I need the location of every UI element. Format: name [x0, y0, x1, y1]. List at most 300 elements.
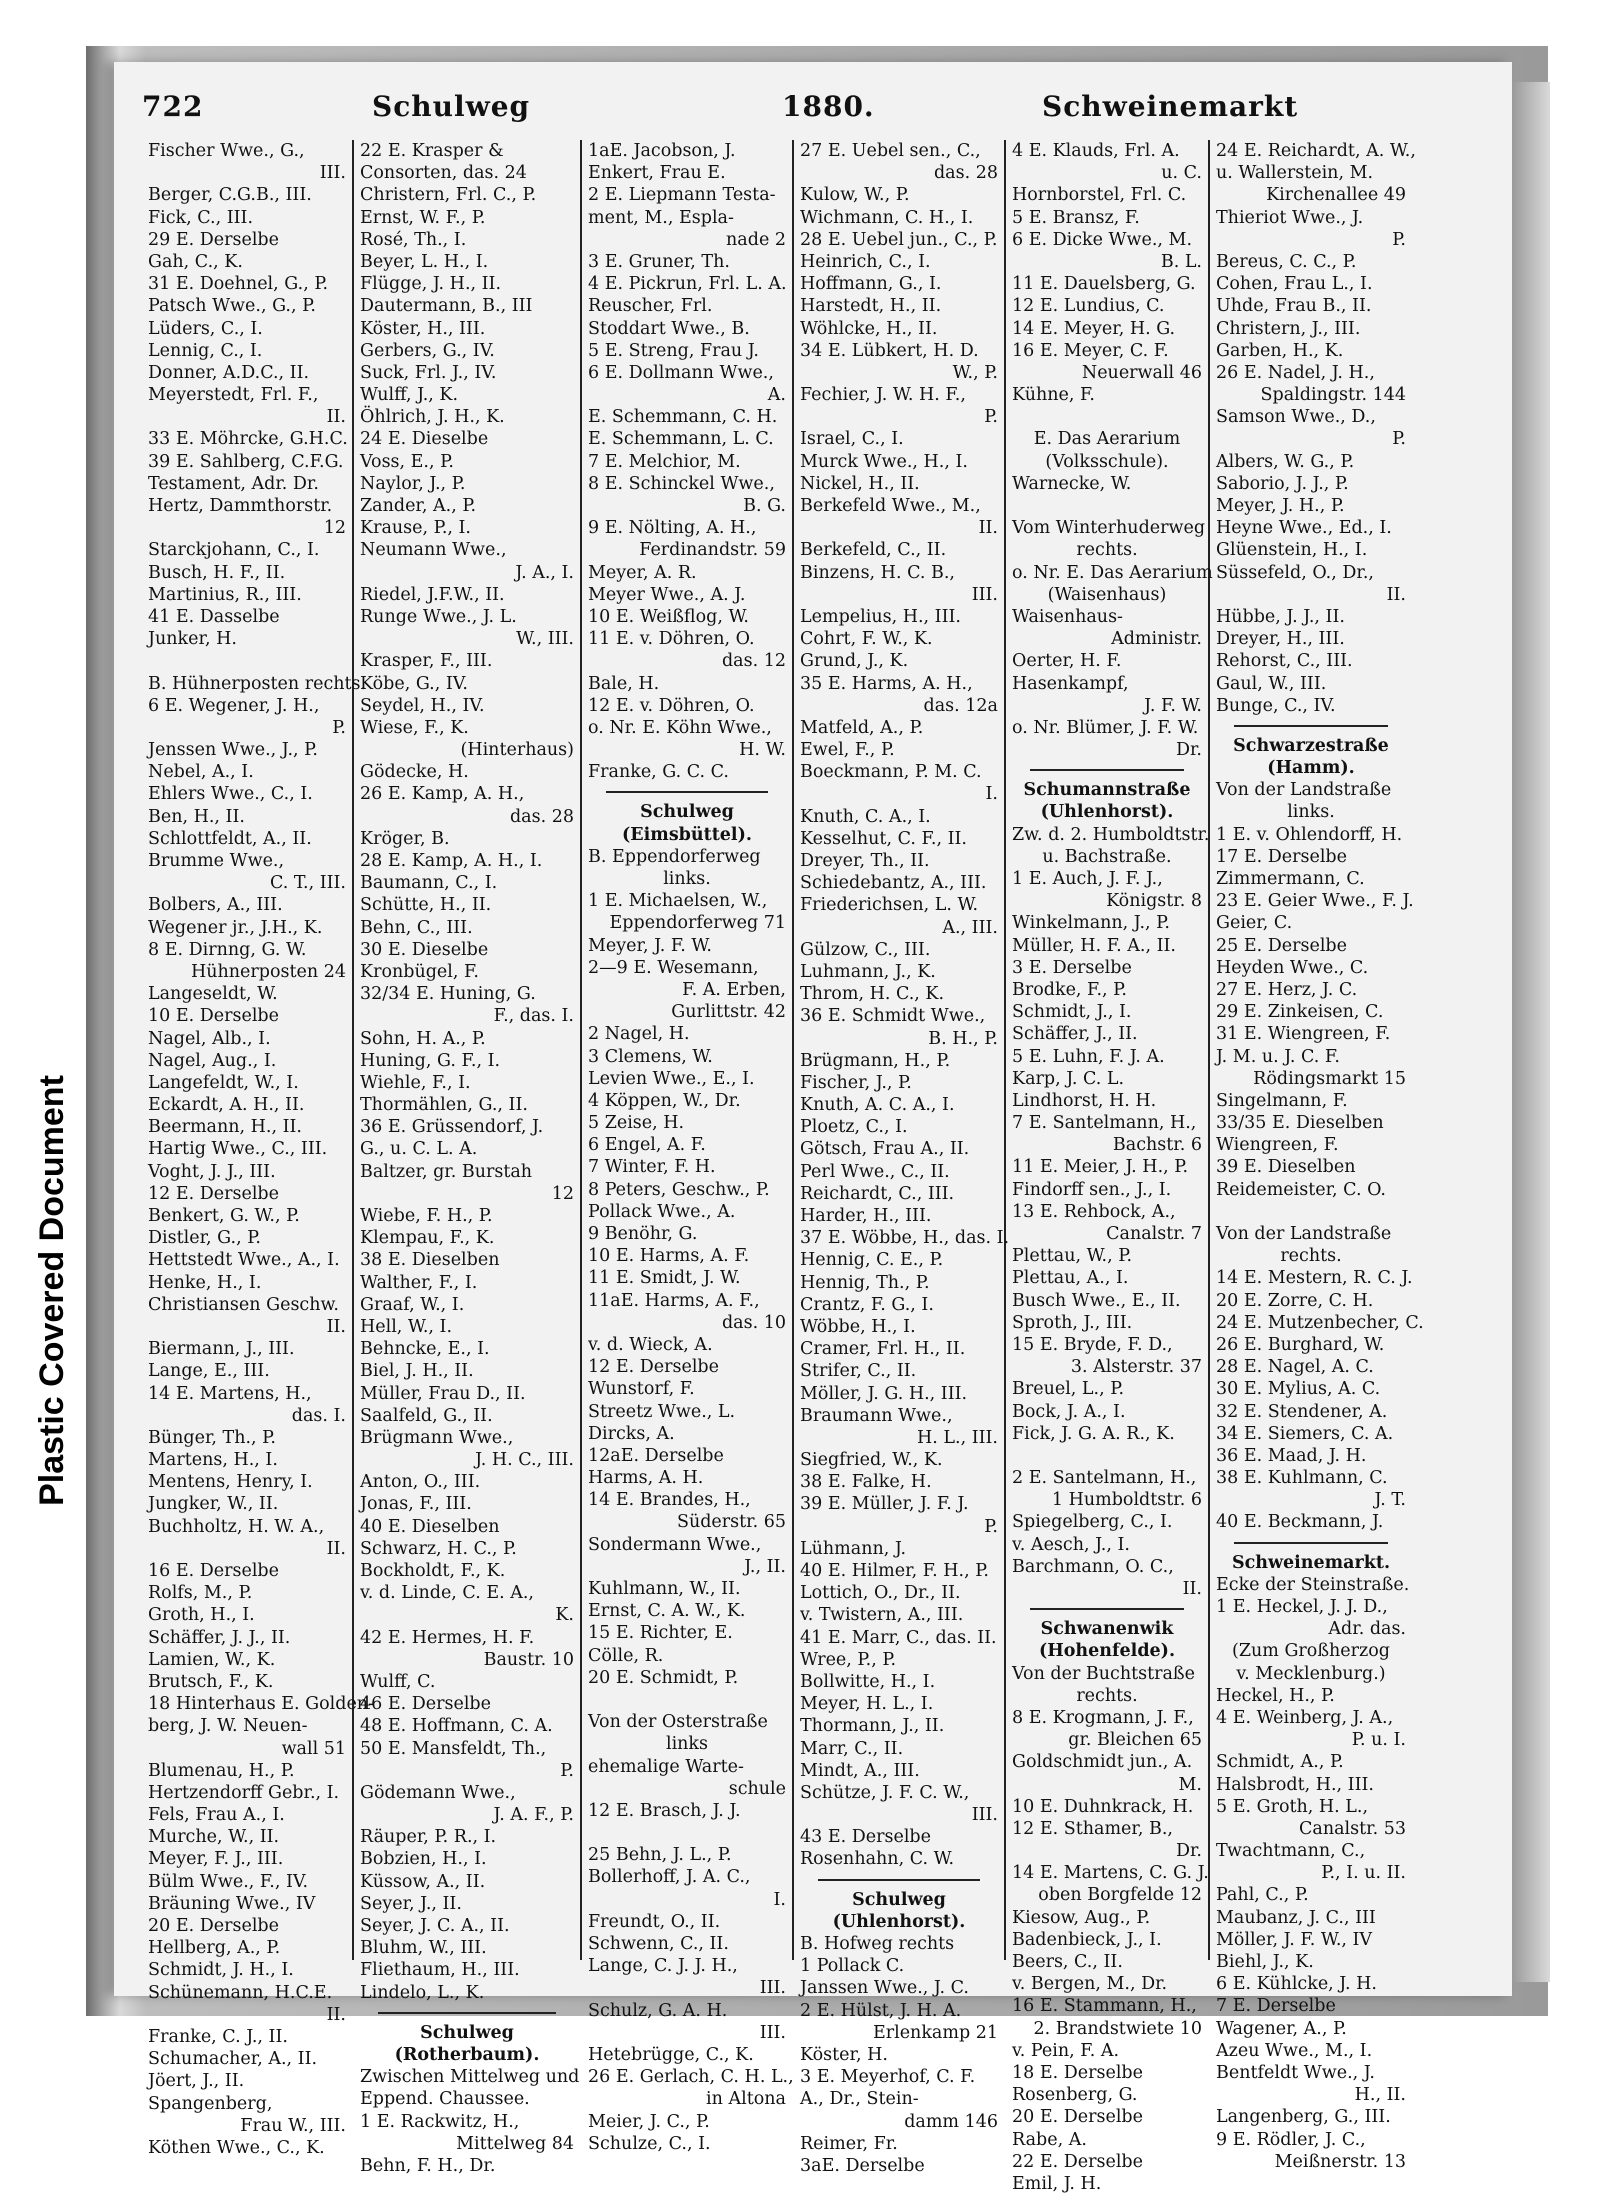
- directory-entry: [1012, 495, 1202, 517]
- directory-entry: Gaul, W., III.: [1216, 673, 1327, 694]
- directory-entry: 18 E. Derselbe: [1012, 2062, 1143, 2083]
- directory-entry: Mittelweg 84: [456, 2133, 574, 2154]
- directory-entry: Krause, P., I.: [360, 518, 471, 539]
- directory-entry: Erlenkamp 21: [872, 2022, 998, 2043]
- directory-entry: P.: [560, 1760, 574, 1781]
- directory-entry: Knuth, C. A., I.: [800, 806, 931, 827]
- directory-entry: E. Schemmann, C. H.: [588, 407, 778, 428]
- section-heading: Schweinemarkt.: [1231, 1552, 1391, 1573]
- directory-entry: v. d. Wieck, A.: [588, 1334, 713, 1355]
- directory-entry: Thormann, J., II.: [800, 1716, 945, 1737]
- directory-entry: Behn, F. H., Dr.: [360, 2155, 496, 2176]
- directory-entry: Nebel, A., I.: [148, 762, 254, 783]
- directory-entry: Barchmann, O. C.,: [1012, 1556, 1174, 1577]
- directory-entry: Meyer, F. J., III.: [148, 1849, 284, 1870]
- directory-entry: 31 E. Doehnel, G., P.: [148, 274, 329, 295]
- directory-entry: J. F. W.: [1144, 695, 1202, 716]
- directory-entry: 6 E. Wegener, J. H.,: [148, 695, 320, 716]
- directory-entry: Spaldingstr. 144: [1260, 385, 1406, 406]
- directory-entry: 29 E. Zinkeisen, C.: [1216, 1002, 1384, 1023]
- directory-entry: Lottich, O., Dr., II.: [800, 1583, 961, 1604]
- directory-entry: Baltzer, gr. Burstah: [360, 1161, 533, 1182]
- directory-entry: Wulff, C.: [360, 1671, 436, 1692]
- directory-entry: P., I. u. II.: [1321, 1863, 1406, 1884]
- directory-entry: Gödecke, H.: [360, 762, 469, 783]
- directory-entry: 1 E. Auch, J. F. J.,: [1012, 869, 1163, 889]
- directory-entry: v. Pein, F. A.: [1012, 2040, 1120, 2061]
- directory-entry: Harder, H., III.: [800, 1206, 932, 1226]
- directory-entry: Fischer, J., P.: [800, 1072, 912, 1093]
- directory-entry: Reidemeister, C. O.: [1216, 1179, 1386, 1200]
- directory-entry: Canalstr. 53: [1299, 1818, 1406, 1839]
- directory-entry: Karp, J. C. L.: [1012, 1068, 1125, 1089]
- directory-entry: 10 E. Derselbe: [148, 1006, 279, 1027]
- directory-entry: Fels, Frau A., I.: [148, 1805, 285, 1826]
- directory-entry: J. T.: [1374, 1490, 1406, 1511]
- directory-entry: Christern, J., III.: [1216, 318, 1361, 339]
- directory-entry: Schumacher, A., II.: [148, 2049, 318, 2070]
- directory-entry: 27 E. Herz, J. C.: [1216, 979, 1358, 1000]
- directory-entry: Kuhlmann, W., II.: [588, 1579, 741, 1599]
- directory-entry: Wiese, F., K.: [360, 717, 469, 738]
- directory-entry: Hornborstel, Frl. C.: [1012, 185, 1187, 206]
- directory-entry: Schlottfeldt, A., II.: [148, 828, 312, 849]
- directory-entry: Knuth, A. C. A., I.: [800, 1095, 955, 1116]
- directory-entry: Wiengreen, F.: [1216, 1135, 1339, 1156]
- directory-entry: 3 E. Derselbe: [1012, 957, 1132, 978]
- directory-entry: Lüders, C., I.: [148, 318, 263, 339]
- directory-entry: Starckjohann, C., I.: [148, 540, 320, 561]
- directory-entry: Eckardt, A. H., II.: [148, 1095, 305, 1116]
- directory-entry: 14 E. Mestern, R. C. J.: [1216, 1268, 1413, 1289]
- directory-entry: 12 E. v. Döhren, O.: [588, 695, 755, 716]
- directory-entry: Von der Landstraße: [1216, 1224, 1392, 1244]
- directory-entry: Zimmermann, C.: [1216, 869, 1365, 889]
- directory-entry: o. Nr. E. Köhn Wwe.,: [588, 717, 772, 738]
- directory-entry: u. C.: [1161, 163, 1202, 184]
- directory-entry: Müller, H. F. A., II.: [1012, 935, 1176, 956]
- directory-entry: 2 E. Hülst, J. H. A.: [800, 2000, 962, 2021]
- directory-entry: Räuper, P. R., I.: [360, 1827, 497, 1848]
- directory-entry: 22 E. Krasper &: [360, 141, 504, 161]
- directory-entry: Enkert, Frau E.: [588, 163, 726, 184]
- directory-entry: 1 E. Heckel, J. J. D.,: [1216, 1597, 1388, 1617]
- directory-entry: Janssen Wwe., J. C.: [800, 1978, 969, 1999]
- directory-entry: Zw. d. 2. Humboldtstr.: [1012, 824, 1210, 845]
- directory-entry: Schulz, G. A. H.: [588, 2000, 728, 2021]
- directory-entry: Halsbrodt, H., III.: [1216, 1774, 1374, 1795]
- directory-entry: Heyden Wwe., C.: [1216, 957, 1369, 978]
- directory-entry: 4 E. Pickrun, Frl. L. A.: [588, 274, 787, 295]
- section-heading: Schumannstraße: [1023, 780, 1191, 801]
- directory-entry: 20 E. Derselbe: [1012, 2107, 1143, 2128]
- directory-entry: Emil, J. H.: [1012, 2173, 1102, 2194]
- directory-entry: Hertzendorff Gebr., I.: [148, 1782, 340, 1803]
- directory-entry: Stoddart Wwe., B.: [588, 318, 750, 339]
- directory-entry: II.: [978, 518, 998, 539]
- directory-entry: H. W.: [739, 740, 786, 761]
- directory-entry: Administr.: [1111, 629, 1202, 650]
- section-divider: [1234, 1542, 1388, 1544]
- directory-entry: Hühnerposten 24: [190, 961, 346, 982]
- directory-entry: Biehl, J., K.: [1216, 1952, 1314, 1972]
- directory-entry: v. Twistern, A., III.: [800, 1605, 964, 1626]
- section-heading: (Uhlenhorst).: [832, 1911, 966, 1932]
- directory-entry: I.: [773, 1889, 786, 1910]
- directory-entry: Zander, A., P.: [360, 496, 477, 516]
- directory-entry: Biel, J. H., II.: [360, 1361, 474, 1382]
- directory-entry: 39 E. Müller, J. F. J.: [800, 1494, 969, 1515]
- directory-entry: C. T., III.: [270, 873, 346, 894]
- directory-entry: Bluhm, W., III.: [360, 1938, 487, 1959]
- directory-entry: 5 E. Streng, Frau J.: [588, 340, 759, 361]
- directory-entry: Bentfeldt Wwe., J.: [1216, 2062, 1375, 2083]
- directory-entry: Brodke, F., P.: [1012, 979, 1127, 1000]
- directory-entry: 18 Hinterhaus E. Golden-: [148, 1694, 374, 1715]
- directory-entry: Twachtmann, C.,: [1216, 1841, 1366, 1862]
- directory-entry: Brügmann Wwe.,: [360, 1427, 514, 1448]
- directory-entry: Dr.: [1175, 740, 1202, 761]
- directory-entry: 2—9 E. Wesemann,: [588, 957, 759, 978]
- directory-entry: ehemalige Warte-: [588, 1756, 744, 1777]
- directory-entry: Berkefeld, C., II.: [800, 540, 947, 561]
- directory-entry: o. Nr. Blümer, J. F. W.: [1012, 717, 1199, 738]
- directory-entry: Bunge, C., IV.: [1216, 695, 1336, 716]
- directory-entry: Junker, H.: [148, 629, 237, 650]
- directory-entry: Murche, W., II.: [148, 1827, 280, 1848]
- directory-entry: Lange, E., III.: [148, 1361, 270, 1382]
- directory-entry: Gödemann Wwe.,: [360, 1782, 516, 1803]
- directory-entry: Langenberg, G., III.: [1216, 2107, 1391, 2128]
- directory-entry: Warnecke, W.: [1012, 473, 1132, 494]
- directory-entry: Hetebrügge, C., K.: [588, 2044, 754, 2065]
- directory-entry: Eppendorferweg 71: [609, 913, 786, 934]
- section-divider: [1234, 725, 1388, 727]
- directory-entry: 8 Peters, Geschw., P.: [588, 1179, 770, 1200]
- directory-entry: P.: [1392, 229, 1406, 250]
- directory-entry: Nagel, Aug., I.: [148, 1050, 277, 1071]
- directory-entry: Schütze, J. F. C. W.,: [800, 1782, 970, 1803]
- directory-entry: 40 E. Dieselben: [360, 1516, 500, 1537]
- directory-entry: 33 E. Möhrcke, G.H.C.: [148, 429, 348, 450]
- directory-entry: Friederichsen, L. W.: [800, 895, 979, 916]
- directory-entry: Öhlrich, J. H., K.: [360, 407, 505, 428]
- directory-entry: Cölle, R.: [588, 1645, 664, 1666]
- section-heading: Schwarzestraße: [1233, 735, 1389, 756]
- directory-entry: [588, 1822, 786, 1844]
- directory-entry: A.: [767, 385, 786, 406]
- directory-entry: Busch, H. F., II.: [148, 562, 286, 583]
- directory-entry: Lennig, C., I.: [148, 340, 263, 361]
- directory-entry: H. L., III.: [917, 1427, 998, 1448]
- directory-entry: 8 E. Krogmann, J. F.,: [1012, 1707, 1194, 1728]
- directory-entry: Waisenhaus-: [1012, 606, 1123, 627]
- directory-entry: Gurlittstr. 42: [671, 1002, 786, 1023]
- directory-entry: P. u. I.: [1351, 1730, 1406, 1751]
- directory-entry: J. A., I.: [515, 562, 574, 583]
- directory-entry: Kesselhut, C. F., II.: [800, 828, 967, 849]
- directory-entry: Dr.: [1175, 1841, 1202, 1862]
- directory-entry: Suck, Frl. J., IV.: [360, 362, 497, 383]
- directory-entry: Küssow, A., II.: [360, 1871, 486, 1892]
- directory-entry: 39 E. Dieselben: [1216, 1157, 1356, 1178]
- directory-entry: Dreyer, Th., II.: [800, 851, 930, 871]
- directory-entry: rechts.: [1076, 540, 1138, 561]
- directory-entry: Köbe, G., IV.: [360, 673, 468, 694]
- directory-entry: Rosé, Th., I.: [360, 229, 467, 250]
- right-heading: Schweinemarkt: [1042, 90, 1299, 123]
- directory-entry: Goldschmidt jun., A.: [1012, 1752, 1193, 1773]
- directory-entry: Pahl, C., P.: [1216, 1885, 1309, 1906]
- directory-entry: (Hinterhaus): [460, 740, 574, 761]
- directory-entry: Meyer, A. R.: [588, 562, 697, 583]
- directory-entry: Naylor, J., P.: [360, 473, 466, 494]
- directory-entry: Berkefeld Wwe., M.,: [800, 496, 981, 516]
- directory-entry: Reichardt, C., III.: [800, 1183, 955, 1204]
- directory-entry: Ploetz, C., I.: [800, 1117, 908, 1138]
- directory-entry: 4 E. Weinberg, J. A.,: [1216, 1707, 1394, 1728]
- directory-entry: Saborio, J. J., P.: [1216, 473, 1349, 494]
- directory-entry: Bräuning Wwe., IV: [148, 1893, 316, 1914]
- directory-entry: Uhde, Frau B., II.: [1216, 296, 1372, 317]
- directory-entry: Canalstr. 7: [1106, 1224, 1202, 1244]
- directory-entry: Huning, G. F., I.: [360, 1050, 501, 1071]
- directory-entry: B. G.: [743, 496, 786, 516]
- directory-entry: Seydel, H., IV.: [360, 695, 485, 716]
- directory-entry: F., das. I.: [493, 1006, 574, 1027]
- directory-entry: Krasper, F., III.: [360, 651, 493, 672]
- directory-entry: Rosenberg, G.: [1012, 2085, 1138, 2106]
- directory-entry: 3. Alsterstr. 37: [1070, 1357, 1202, 1378]
- directory-entry: 16 E. Meyer, C. F.: [1012, 340, 1169, 361]
- directory-entry: Cramer, Frl. H., II.: [800, 1339, 966, 1360]
- directory-entry: Vom Winterhuderweg: [1012, 518, 1206, 539]
- directory-entry: Mindt, A., III.: [800, 1760, 920, 1781]
- directory-entry: J. A. F., P.: [493, 1805, 574, 1826]
- column-6: [1210, 140, 1424, 2172]
- directory-entry: Streetz Wwe., L.: [588, 1401, 736, 1422]
- directory-entry: Maubanz, J. C., III: [1216, 1907, 1376, 1928]
- directory-entry: Schünemann, H.C.E.: [148, 1982, 333, 2003]
- directory-entry: Lindhorst, H. H.: [1012, 1090, 1157, 1111]
- directory-entry: Murck Wwe., H., I.: [800, 451, 968, 472]
- directory-entry: Langefeldt, W., I.: [148, 1072, 299, 1093]
- directory-entry: Zwischen Mittelweg und: [360, 2067, 580, 2088]
- directory-entry: 9 E. Nölting, A. H.,: [588, 518, 757, 539]
- directory-entry: Distler, G., P.: [148, 1228, 261, 1249]
- directory-entry: Schiedebantz, A., III.: [800, 873, 987, 894]
- directory-entry: Baustr. 10: [483, 1649, 574, 1670]
- section-heading: Schwanenwik: [1040, 1619, 1174, 1640]
- directory-entry: Meyer, J. F. W.: [588, 935, 712, 956]
- directory-entry: Albers, W. G., P.: [1216, 451, 1355, 472]
- directory-entry: Möller, J. G. H., III.: [800, 1383, 968, 1404]
- directory-entry: 10 E. Weißflog, W.: [588, 606, 749, 627]
- directory-entry: Meyer Wwe., A. J.: [588, 584, 746, 605]
- left-heading: Schulweg: [372, 90, 531, 123]
- directory-entry: Jungker, W., II.: [148, 1494, 279, 1515]
- directory-entry: 6 E. Kühlcke, J. H.: [1216, 1974, 1377, 1995]
- directory-entry: Klempau, F., K.: [360, 1228, 495, 1249]
- directory-entry: das. 12a: [923, 695, 998, 716]
- directory-entry: 25 Behn, J. L., P.: [588, 1845, 732, 1866]
- directory-entry: Thormählen, G., II.: [360, 1095, 528, 1116]
- directory-entry: 24 E. Reichardt, A. W.,: [1216, 141, 1416, 161]
- directory-entry: Bale, H.: [588, 673, 660, 694]
- directory-entry: 16 E. Derselbe: [148, 1561, 279, 1581]
- directory-entry: Kühne, F.: [1012, 385, 1095, 406]
- directory-entry: Schütte, H., II.: [360, 895, 492, 916]
- directory-entry: 1 E. v. Ohlendorff, H.: [1216, 824, 1403, 845]
- directory-entry: M.: [1178, 1774, 1202, 1795]
- directory-entry: Walther, F., I.: [360, 1272, 478, 1293]
- directory-entry: Bollwitte, H., I.: [800, 1671, 936, 1692]
- directory-entry: H., II.: [1354, 2085, 1406, 2106]
- directory-entry: Frau W., III.: [240, 2115, 346, 2136]
- directory-entry: 30 E. Dieselbe: [360, 939, 489, 960]
- directory-entry: Schmidt, A., P.: [1216, 1752, 1344, 1773]
- directory-entry: 7 E. Melchior, M.: [588, 451, 741, 472]
- directory-entry: Geier, C.: [1216, 913, 1293, 934]
- directory-entry: Köster, H., III.: [360, 318, 486, 339]
- directory-entry: (Zum Großherzog: [1232, 1641, 1390, 1662]
- directory-entry: Wunstorf, F.: [588, 1379, 695, 1400]
- directory-entry: 8 E. Dirnng, G. W.: [148, 939, 307, 960]
- directory-entry: Thieriot Wwe., J.: [1216, 207, 1364, 228]
- directory-entry: K.: [555, 1605, 574, 1626]
- directory-entry: Ehlers Wwe., C., I.: [148, 784, 313, 805]
- year-heading: 1880.: [782, 90, 875, 123]
- directory-entry: o. Nr. E. Das Aerarium: [1012, 562, 1213, 583]
- directory-entry: Behn, C., III.: [360, 917, 473, 938]
- directory-entry: Lamien, W., K.: [148, 1649, 276, 1670]
- directory-entry: 32/34 E. Huning, G.: [360, 984, 536, 1005]
- directory-entry: schule: [728, 1778, 786, 1799]
- directory-entry: 41 E. Marr, C., das. II.: [800, 1627, 997, 1648]
- directory-entry: Franke, G. C. C.: [588, 762, 729, 783]
- directory-entry: Ferdinandstr. 59: [639, 540, 786, 561]
- directory-entry: Ecke der Steinstraße.: [1216, 1574, 1410, 1595]
- directory-entry: Harms, A. H.: [588, 1468, 704, 1489]
- directory-entry: Winkelmann, J., P.: [1012, 913, 1170, 934]
- directory-entry: P.: [984, 407, 998, 428]
- directory-entry: das. 10: [721, 1312, 786, 1333]
- directory-entry: 35 E. Harms, A. H.,: [800, 673, 973, 694]
- page-header: [142, 90, 1402, 130]
- directory-entry: Lempelius, H., III.: [800, 606, 961, 627]
- directory-entry: 1 E. Rackwitz, H.,: [360, 2111, 520, 2132]
- directory-entry: Brutsch, F., K.: [148, 1671, 274, 1692]
- directory-entry: II.: [326, 1538, 346, 1559]
- directory-entry: Baumann, C., I.: [360, 873, 498, 894]
- directory-entry: B. L.: [1160, 251, 1202, 272]
- directory-entry: Fechier, J. W. H. F.,: [800, 385, 966, 406]
- directory-entry: Spiegelberg, C., I.: [1012, 1512, 1173, 1533]
- directory-entry: berg, J. W. Neuen-: [148, 1716, 308, 1737]
- directory-entry: F. A. Erben,: [682, 979, 786, 1000]
- directory-entry: Hartig Wwe., C., III.: [148, 1139, 328, 1160]
- directory-entry: Plettau, A., I.: [1012, 1268, 1129, 1289]
- column-2: [354, 140, 582, 2176]
- directory-entry: Mentens, Henry, I.: [148, 1472, 313, 1493]
- directory-entry: Dautermann, B., III: [360, 296, 533, 317]
- directory-entry: Bereus, C. C., P.: [1216, 251, 1357, 272]
- directory-entry: Fischer Wwe., G.,: [148, 141, 305, 161]
- directory-entry: Hübbe, J. J., II.: [1216, 606, 1345, 627]
- directory-entry: B. Hühnerposten rechts.: [148, 673, 367, 694]
- directory-entry: Königstr. 8: [1106, 891, 1202, 912]
- directory-entry: Götsch, Frau A., II.: [800, 1139, 970, 1160]
- directory-entry: 28 E. Kamp, A. H., I.: [360, 851, 543, 871]
- directory-entry: P.: [984, 1516, 998, 1537]
- directory-entry: Sohn, H. A., P.: [360, 1028, 486, 1049]
- directory-entry: Matfeld, A., P.: [800, 717, 924, 738]
- directory-entry: 36 E. Maad, J. H.: [1216, 1445, 1367, 1466]
- directory-entry: 11 E. Dauelsberg, G.: [1012, 274, 1196, 295]
- directory-entry: Badenbieck, J., I.: [1012, 1929, 1162, 1950]
- directory-entry: 36 E. Grüssendorf, J.: [360, 1117, 544, 1138]
- directory-entry: III.: [319, 163, 346, 184]
- directory-entry: 50 E. Mansfeldt, Th.,: [360, 1738, 547, 1759]
- directory-entry: Christern, Frl. C., P.: [360, 185, 537, 206]
- directory-entry: 27 E. Uebel sen., C.,: [800, 141, 981, 161]
- directory-entry: Bülm Wwe., F., IV.: [148, 1871, 309, 1892]
- directory-entry: J. M. u. J. C. F.: [1216, 1046, 1340, 1067]
- directory-entry: 31 E. Wiengreen, F.: [1216, 1024, 1391, 1045]
- directory-entry: 15 E. Richter, E.: [588, 1623, 733, 1644]
- directory-entry: 2. Brandstwiete 10: [1033, 2018, 1202, 2039]
- directory-entry: v. d. Linde, C. E. A.,: [360, 1583, 534, 1604]
- directory-entry: 20 E. Derselbe: [148, 1916, 279, 1936]
- directory-entry: Ernst, W. F., P.: [360, 207, 486, 228]
- section-heading: (Hohenfelde).: [1038, 1641, 1176, 1662]
- directory-entry: Kronbügel, F.: [360, 961, 479, 982]
- directory-entry: Marr, C., II.: [800, 1738, 904, 1759]
- directory-entry: Franke, C. J., II.: [148, 2026, 288, 2047]
- directory-entry: 7 Winter, F. H.: [588, 1157, 716, 1178]
- directory-entry: Seyer, J., II.: [360, 1893, 462, 1914]
- directory-entry: Jöert, J., II.: [148, 2071, 245, 2092]
- side-label: [22, 1020, 82, 1560]
- directory-entry: 36 E. Schmidt Wwe.,: [800, 1006, 986, 1027]
- section-divider: [1030, 769, 1184, 771]
- directory-entry: 11 E. Meier, J. H., P.: [1012, 1157, 1189, 1178]
- directory-entry: Neumann Wwe.,: [360, 540, 507, 561]
- directory-entry: nade 2: [726, 229, 786, 250]
- directory-entry: Möller, J. F. W., IV: [1216, 1929, 1373, 1950]
- directory-entry: [1012, 1445, 1202, 1467]
- directory-entry: links.: [1287, 802, 1335, 823]
- column-5: [1006, 140, 1213, 2194]
- directory-entry: 4 E. Klauds, Frl. A.: [1012, 141, 1180, 161]
- directory-entry: Bolbers, A., III.: [148, 895, 283, 916]
- directory-entry: Rabe, A.: [1012, 2129, 1087, 2150]
- directory-entry: Biermann, J., III.: [148, 1339, 295, 1360]
- directory-entry: A., Dr., Stein-: [800, 2089, 919, 2110]
- directory-entry: 2 E. Santelmann, H.,: [1012, 1468, 1197, 1489]
- directory-entry: Hasenkampf,: [1012, 673, 1129, 694]
- directory-entry: Beermann, H., II.: [148, 1117, 302, 1138]
- directory-entry: 40 E. Beckmann, J.: [1216, 1512, 1384, 1533]
- directory-entry: 2 Nagel, H.: [588, 1024, 690, 1045]
- directory-entry: Voght, J. J., III.: [148, 1161, 276, 1182]
- directory-entry: wall 51: [281, 1738, 346, 1759]
- directory-entry: Wiebe, F. H., P.: [360, 1206, 493, 1226]
- directory-entry: Hettstedt Wwe., A., I.: [148, 1250, 340, 1271]
- directory-entry: I.: [985, 784, 998, 805]
- directory-entry: Ewel, F., P.: [800, 740, 895, 761]
- directory-entry: Benkert, G. W., P.: [148, 1206, 300, 1226]
